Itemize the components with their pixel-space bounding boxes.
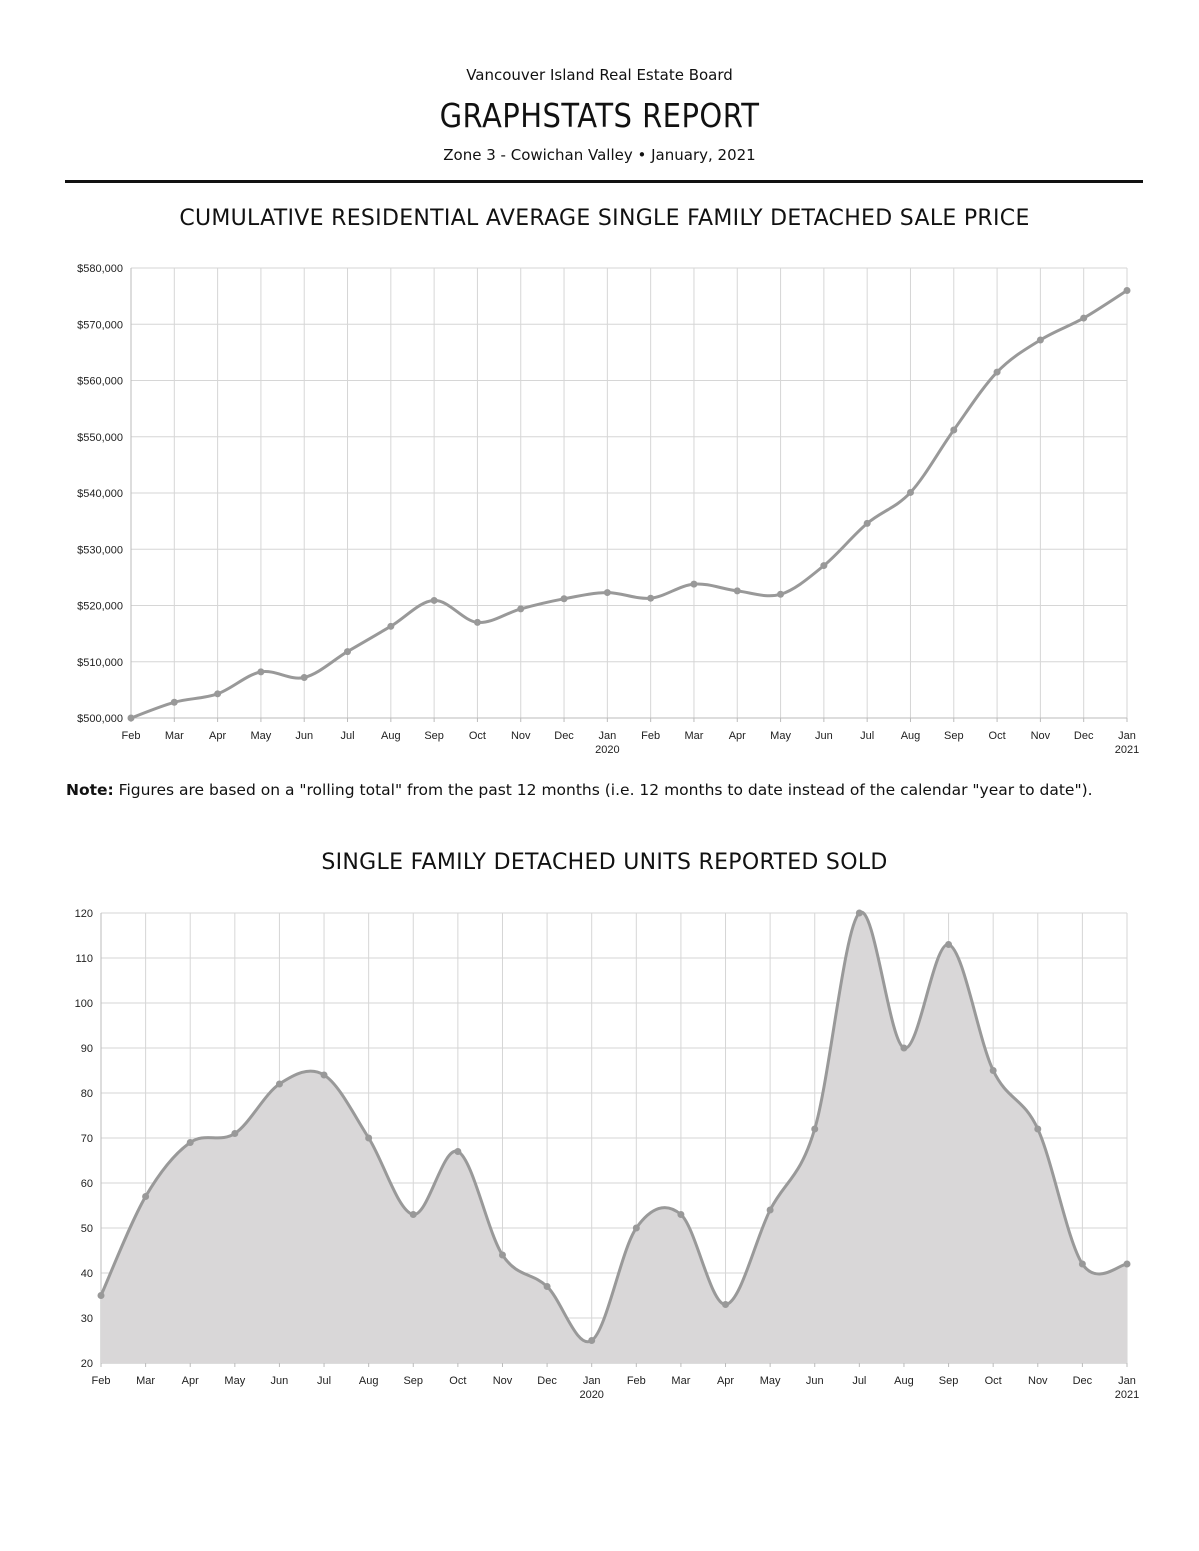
price-x-tick-label: Apr: [209, 730, 227, 742]
price-line-chart: [0, 255, 1199, 765]
price-x-tick-label: Sep: [943, 730, 964, 742]
price-data-point: [1037, 337, 1044, 344]
price-y-tick-label: $550,000: [77, 431, 123, 444]
units-data-point: [633, 1225, 640, 1232]
units-y-tick-label: 40: [80, 1268, 93, 1280]
units-x-tick-label: Jan: [582, 1375, 601, 1387]
units-x-year-label: 2021: [1114, 1389, 1140, 1401]
units-x-tick-label: Nov: [1028, 1375, 1048, 1387]
units-data-point: [990, 1067, 997, 1074]
price-data-point: [604, 589, 611, 596]
units-x-tick-label: Aug: [358, 1375, 379, 1387]
price-data-point: [1080, 315, 1087, 322]
price-data-point: [1124, 287, 1131, 294]
price-y-tick-label: $580,000: [77, 263, 123, 275]
units-area-chart: [0, 900, 1199, 1410]
header-divider: [65, 180, 1143, 183]
price-x-tick-label: Aug: [381, 730, 401, 742]
units-data-point: [142, 1193, 149, 1200]
price-data-point: [214, 690, 221, 697]
units-x-tick-label: Apr: [181, 1375, 199, 1387]
units-y-tick-label: 60: [80, 1178, 93, 1190]
units-x-tick-label: Feb: [626, 1375, 646, 1387]
units-x-tick-label: Apr: [716, 1375, 735, 1387]
price-data-point: [561, 595, 568, 602]
price-data-point: [777, 591, 784, 598]
price-x-tick-label: Jan: [598, 730, 617, 742]
price-data-point: [647, 595, 654, 602]
units-x-tick-label: May: [224, 1375, 246, 1387]
units-x-tick-label: Mar: [136, 1375, 156, 1387]
price-x-tick-label: Feb: [121, 730, 141, 742]
price-y-tick-label: $530,000: [77, 544, 123, 557]
price-x-tick-label: Oct: [988, 730, 1006, 742]
price-x-tick-label: Mar: [684, 730, 704, 742]
price-x-year-label: 2020: [595, 744, 620, 756]
units-x-tick-label: Jul: [852, 1375, 867, 1387]
price-x-tick-label: Sep: [424, 730, 444, 742]
units-data-point: [722, 1301, 729, 1308]
price-y-tick-label: $560,000: [77, 375, 123, 388]
org-name: Vancouver Island Real Estate Board: [466, 66, 733, 84]
price-x-tick-label: May: [770, 730, 791, 742]
units-y-tick-label: 100: [74, 998, 93, 1010]
price-x-tick-label: Apr: [728, 730, 746, 742]
chart-title-price: CUMULATIVE RESIDENTIAL AVERAGE SINGLE FAMILY DETACHED SALE PRICE: [179, 206, 1030, 231]
note-label: Note:: [66, 781, 114, 799]
units-data-point: [321, 1072, 328, 1079]
units-y-tick-label: 70: [80, 1133, 93, 1145]
units-y-tick-label: 90: [80, 1043, 93, 1055]
units-y-tick-label: 120: [74, 908, 93, 920]
units-data-point: [900, 1045, 907, 1052]
price-data-point: [344, 648, 351, 655]
price-x-tick-label: Jul: [860, 730, 875, 742]
units-data-point: [1079, 1261, 1086, 1268]
price-data-point: [171, 699, 178, 706]
units-x-tick-label: Mar: [671, 1375, 691, 1387]
price-x-tick-label: Dec: [1073, 730, 1094, 742]
units-x-tick-label: Oct: [984, 1375, 1002, 1387]
price-data-point: [994, 369, 1001, 376]
units-x-tick-label: Sep: [403, 1375, 424, 1387]
units-x-tick-label: Oct: [449, 1375, 467, 1387]
price-data-point: [387, 623, 394, 630]
units-x-tick-label: May: [759, 1375, 781, 1387]
units-data-point: [98, 1292, 105, 1299]
units-data-point: [945, 941, 952, 948]
units-x-tick-label: Aug: [894, 1375, 914, 1387]
units-data-point: [454, 1148, 461, 1155]
price-y-tick-label: $520,000: [77, 600, 123, 613]
price-x-tick-label: Jun: [295, 730, 314, 742]
price-y-tick-label: $510,000: [77, 656, 123, 669]
note: [66, 781, 1093, 799]
units-data-point: [856, 910, 863, 917]
price-data-point: [907, 489, 914, 496]
chart-title-units: SINGLE FAMILY DETACHED UNITS REPORTED SOLD: [321, 850, 888, 875]
price-data-point: [734, 587, 741, 594]
price-x-tick-label: Nov: [510, 730, 531, 742]
units-y-tick-label: 80: [80, 1088, 93, 1100]
units-x-tick-label: Jun: [805, 1375, 824, 1387]
units-data-point: [499, 1252, 506, 1259]
report-title: GRAPHSTATS REPORT: [439, 96, 760, 135]
price-series-line: [131, 291, 1127, 719]
price-x-year-label: 2021: [1114, 744, 1140, 756]
units-data-point: [1124, 1261, 1131, 1268]
report-subtitle: Zone 3 - Cowichan Valley • January, 2021: [443, 146, 756, 164]
price-data-point: [474, 619, 481, 626]
units-data-point: [767, 1207, 774, 1214]
units-y-tick-label: 110: [75, 953, 93, 965]
price-y-tick-label: $570,000: [77, 319, 123, 332]
price-data-point: [820, 562, 827, 569]
units-data-point: [365, 1135, 372, 1142]
price-y-tick-label: $500,000: [77, 713, 123, 725]
price-data-point: [517, 605, 524, 612]
units-data-point: [588, 1337, 595, 1344]
price-data-point: [128, 715, 135, 722]
price-x-tick-label: Aug: [900, 730, 921, 742]
price-y-tick-label: $540,000: [77, 488, 123, 500]
note-text: Figures are based on a "rolling total" from the past 12 months (i.e. 12 months to date instead of the calendar "year to date").: [113, 781, 1093, 799]
price-x-tick-label: Jan: [1118, 730, 1136, 742]
units-y-tick-label: 30: [80, 1313, 93, 1325]
price-x-tick-label: Dec: [554, 730, 574, 742]
units-data-point: [231, 1130, 238, 1137]
units-x-tick-label: Feb: [91, 1375, 111, 1387]
price-data-point: [431, 597, 438, 604]
units-data-point: [410, 1211, 417, 1218]
units-data-point: [276, 1081, 283, 1088]
price-x-tick-label: Jun: [814, 730, 833, 742]
units-data-point: [677, 1211, 684, 1218]
price-x-tick-label: Oct: [468, 730, 486, 742]
price-x-tick-label: Mar: [164, 730, 184, 742]
price-data-point: [301, 674, 308, 681]
units-x-tick-label: Dec: [1072, 1375, 1093, 1387]
price-data-point: [257, 668, 264, 675]
price-data-point: [950, 427, 957, 434]
units-x-tick-label: Nov: [492, 1375, 513, 1387]
units-x-tick-label: Jun: [270, 1375, 289, 1387]
units-data-point: [544, 1283, 551, 1290]
price-x-tick-label: May: [250, 730, 272, 742]
units-x-year-label: 2020: [579, 1389, 604, 1401]
units-x-tick-label: Dec: [537, 1375, 557, 1387]
units-y-tick-label: 20: [80, 1358, 93, 1370]
units-x-tick-label: Jul: [317, 1375, 332, 1387]
price-data-point: [864, 520, 871, 527]
units-data-point: [811, 1126, 818, 1133]
units-x-tick-label: Jan: [1118, 1375, 1136, 1387]
price-data-point: [690, 581, 697, 588]
units-data-point: [187, 1139, 194, 1146]
price-x-tick-label: Nov: [1030, 730, 1051, 742]
price-x-tick-label: Jul: [340, 730, 355, 742]
units-data-point: [1034, 1126, 1041, 1133]
units-y-tick-label: 50: [80, 1223, 93, 1235]
price-x-tick-label: Feb: [641, 730, 661, 742]
units-x-tick-label: Sep: [938, 1375, 959, 1387]
